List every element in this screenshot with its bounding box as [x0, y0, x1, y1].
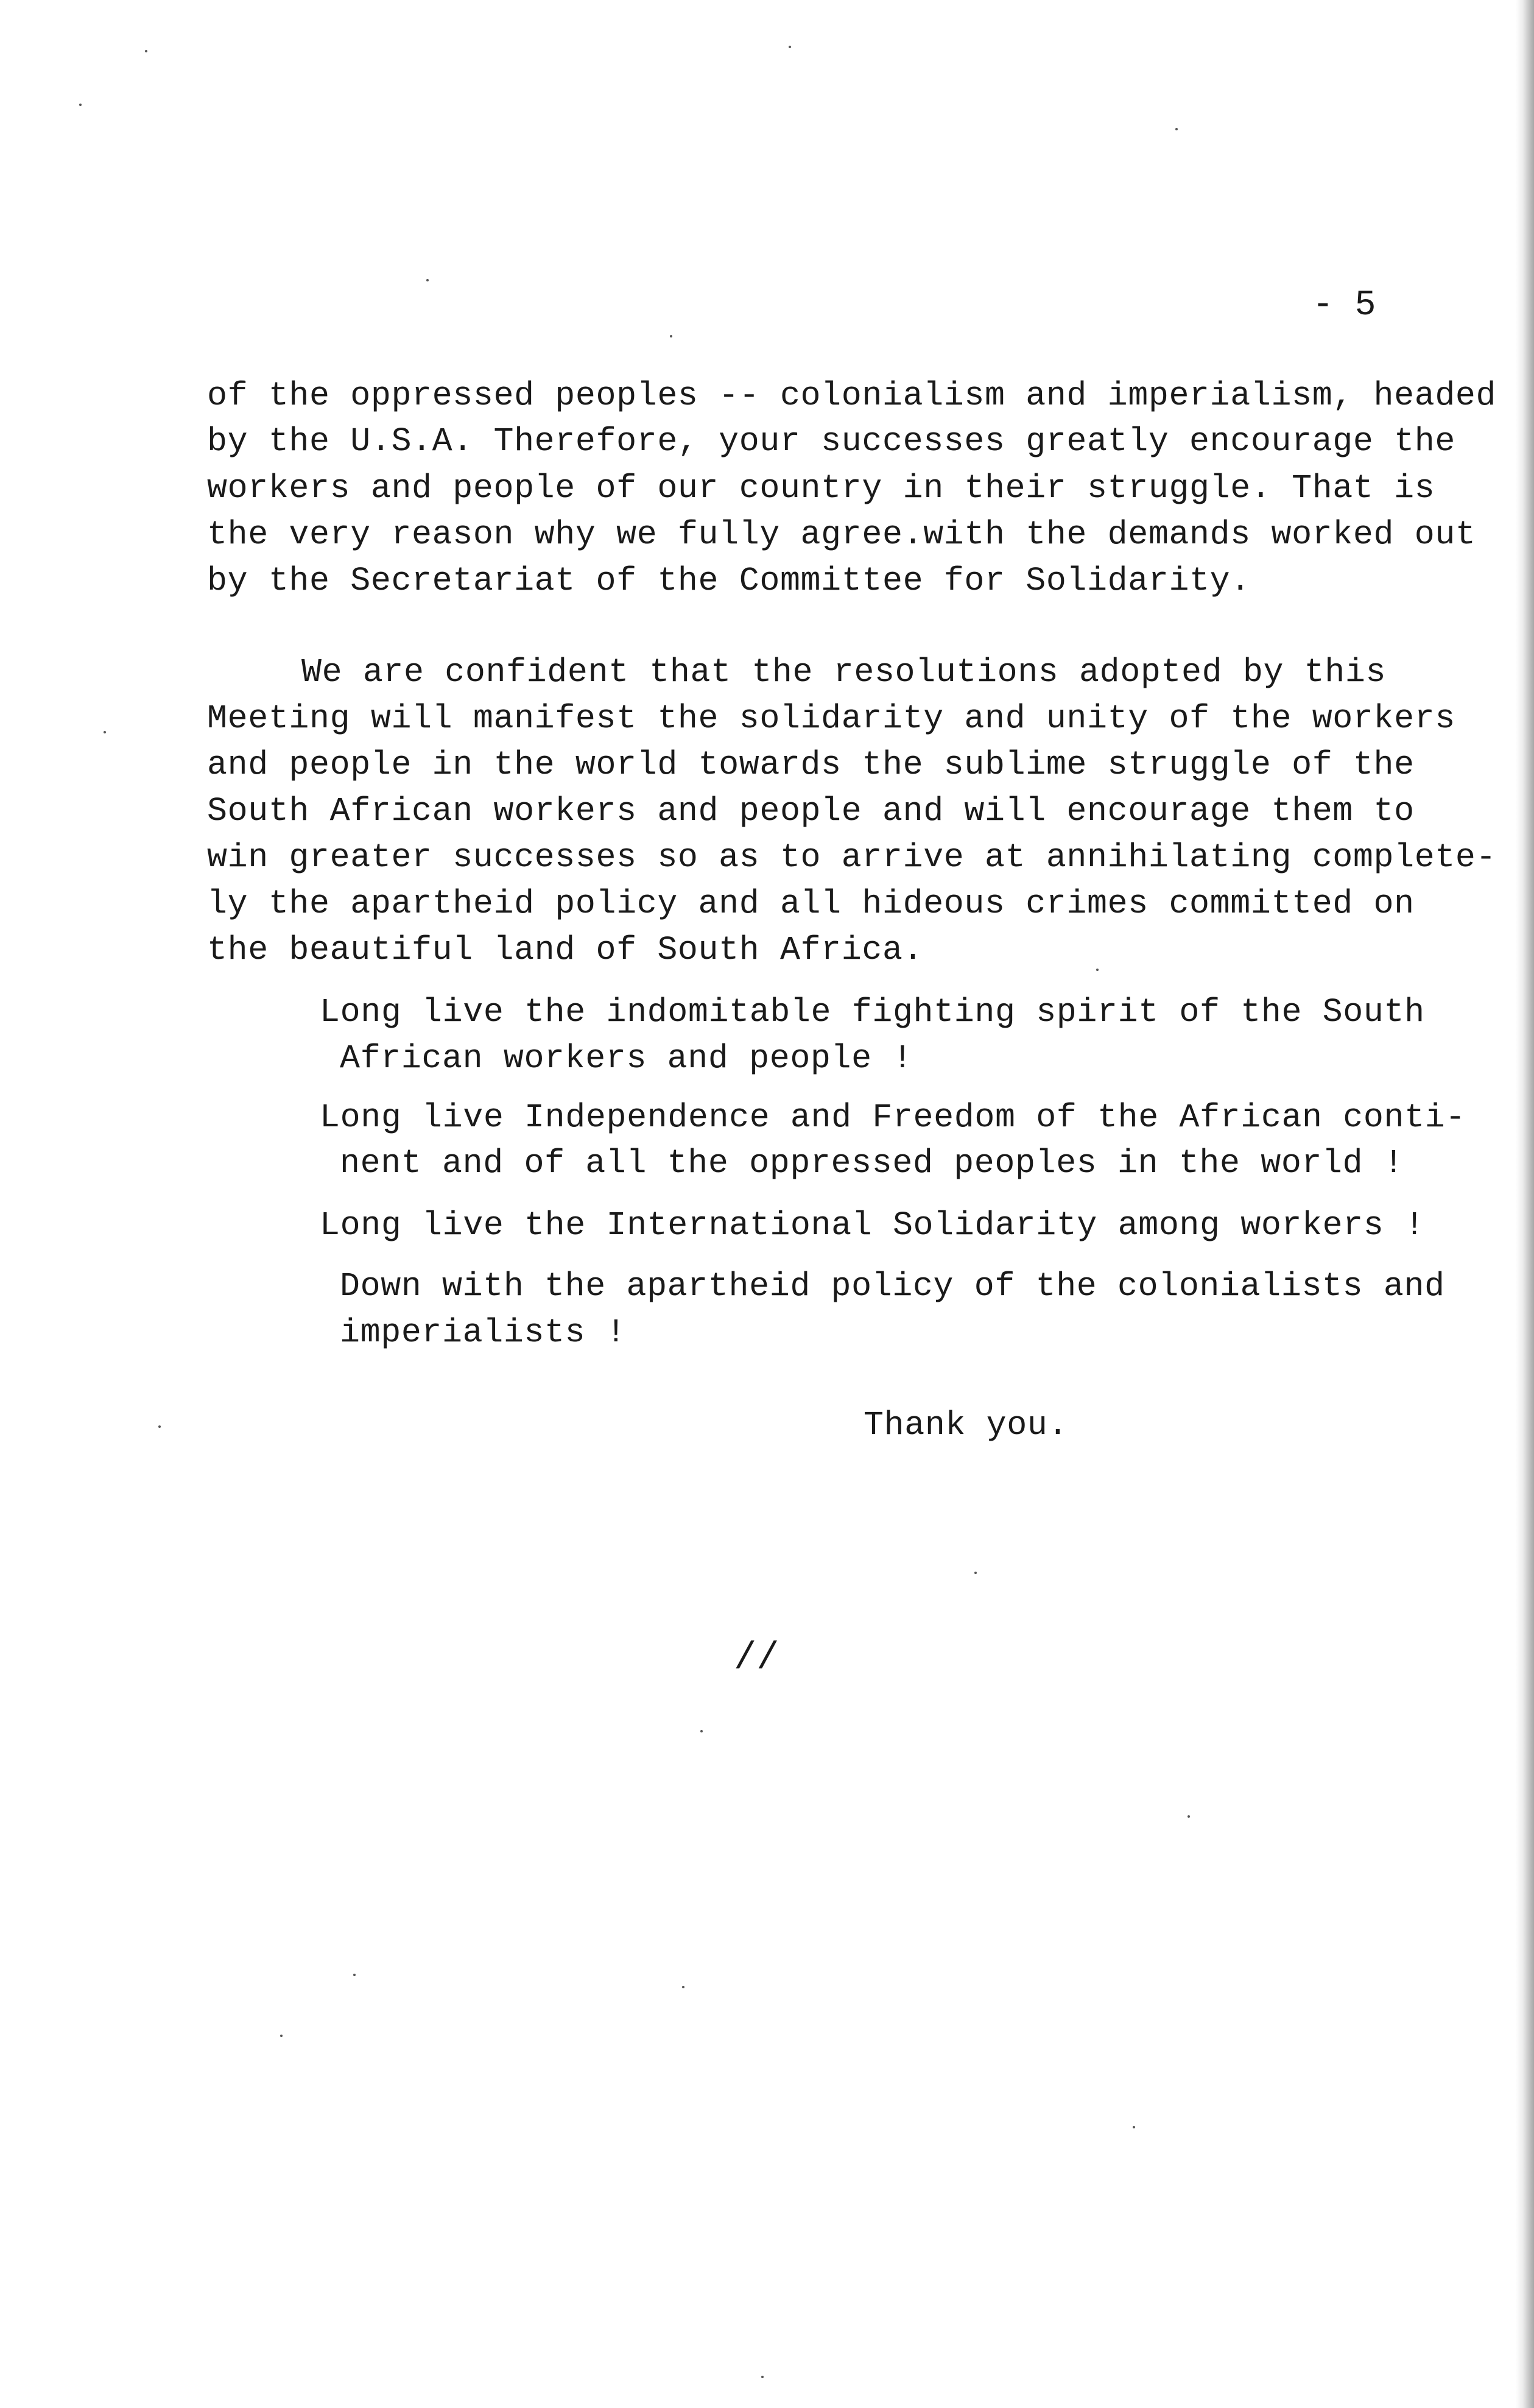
text-line: Long live the International Solidarity among workers !: [320, 1206, 1425, 1245]
text-line: South African workers and people and will encourage them to: [207, 792, 1415, 830]
text-line: African workers and people !: [340, 1039, 913, 1078]
scan-speck: [145, 50, 147, 52]
scan-speck: [670, 335, 672, 337]
text-line: imperialists !: [340, 1313, 627, 1352]
scan-speck: [79, 104, 82, 106]
scan-speck: [280, 2035, 283, 2037]
scan-speck: [682, 1986, 684, 1988]
scan-speck: [974, 1572, 977, 1574]
page-number: - 5: [1312, 286, 1376, 325]
text-line: by the U.S.A. Therefore, your successes greatly encourage the: [207, 422, 1455, 461]
text-line: by the Secretariat of the Committee for Solidarity.: [207, 562, 1251, 600]
scan-speck: [1187, 1815, 1190, 1818]
text-line: We are confident that the resolutions adopted by this: [301, 653, 1387, 691]
text-line: Long live the indomitable fighting spirit of the South: [320, 993, 1425, 1031]
scan-speck: [426, 279, 429, 281]
scan-speck: [761, 2376, 764, 2378]
scan-speck: [353, 1974, 356, 1976]
closing-text: Thank you.: [864, 1406, 1069, 1444]
scan-speck: [104, 731, 106, 733]
text-line: win greater successes so as to arrive at annihilating complete-: [207, 838, 1497, 877]
text-line: Long live Independence and Freedom of the African conti-: [320, 1098, 1466, 1137]
text-line: Down with the apartheid policy of the colonialists and: [340, 1267, 1445, 1305]
text-line: workers and people of our country in their struggle. That is: [207, 469, 1435, 507]
scan-speck: [1175, 128, 1178, 130]
scan-speck: [789, 46, 791, 48]
text-line: nent and of all the oppressed peoples in the world !: [340, 1144, 1404, 1182]
text-line: and people in the world towards the sublime struggle of the: [207, 746, 1415, 784]
text-line: the very reason why we fully agree.with the demands worked out: [207, 515, 1476, 554]
text-line: the beautiful land of South Africa.: [207, 931, 924, 969]
end-mark: //: [734, 1636, 779, 1679]
text-line: of the oppressed peoples -- colonialism and imperialism, headed: [207, 376, 1497, 415]
scan-speck: [1133, 2126, 1135, 2128]
scan-speck: [1096, 969, 1099, 971]
text-line: ly the apartheid policy and all hideous crimes committed on: [207, 884, 1415, 923]
scan-speck: [158, 1425, 161, 1428]
scan-speck: [700, 1730, 703, 1732]
scan-edge-shadow: [1516, 0, 1534, 2408]
text-line: Meeting will manifest the solidarity and unity of the workers: [207, 699, 1455, 738]
